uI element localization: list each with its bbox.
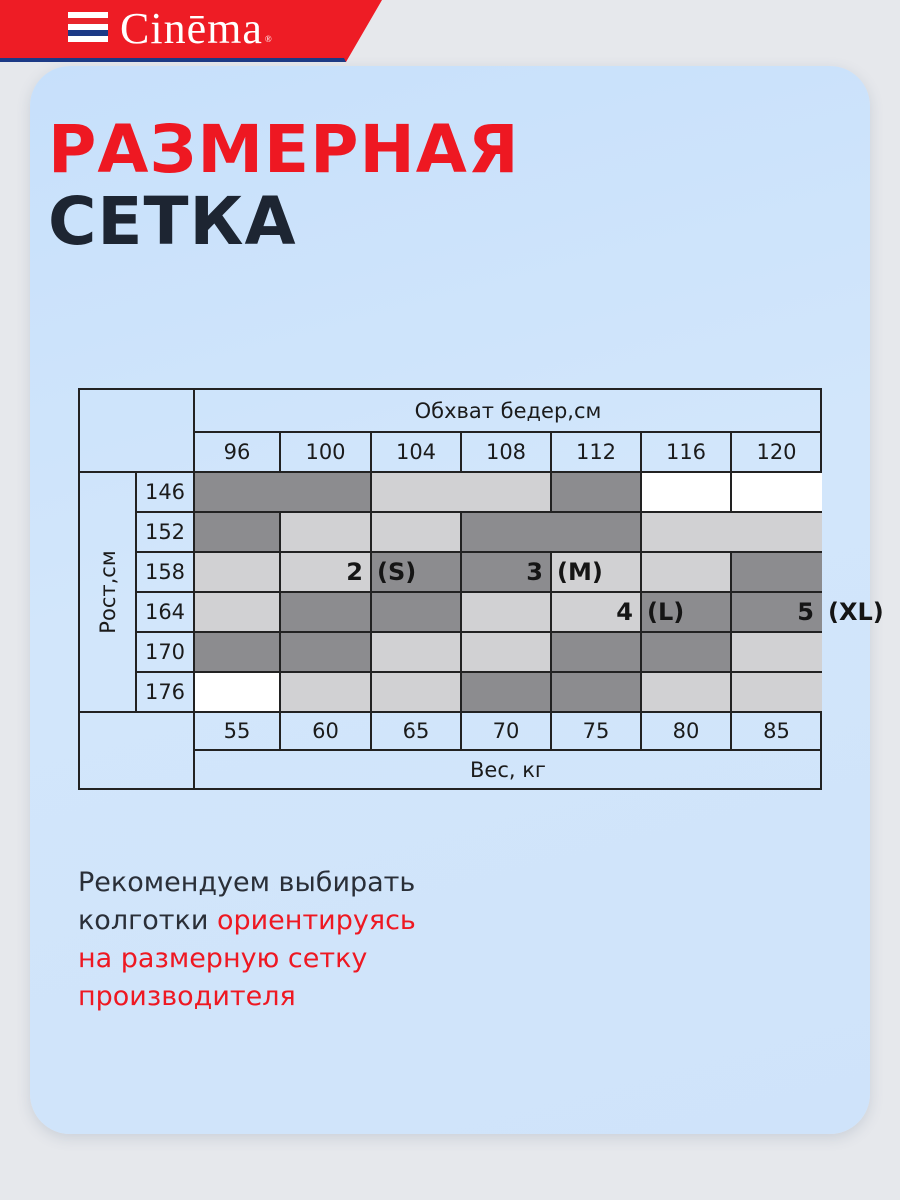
size-cell	[731, 632, 822, 672]
size-cell	[461, 592, 551, 632]
grid-line	[550, 552, 552, 592]
page-title-line1: РАЗМЕРНАЯ	[48, 111, 520, 188]
hip-value: 104	[395, 440, 437, 464]
page-title-line2: СЕТКА	[48, 183, 297, 260]
weight-value: 65	[402, 719, 430, 743]
grid-line	[279, 672, 281, 712]
height-value: 170	[144, 640, 186, 664]
height-value: 164	[144, 600, 186, 624]
grid-line	[730, 472, 732, 512]
note-line2-dark: колготки	[78, 905, 217, 936]
size-code: (XL)	[828, 598, 884, 626]
size-cell	[194, 632, 280, 672]
weight-value: 75	[582, 719, 610, 743]
size-cell	[280, 592, 371, 632]
size-cell	[551, 632, 641, 672]
size-cell	[461, 512, 551, 552]
size-cell	[371, 472, 461, 512]
grid-line	[640, 472, 642, 512]
grid-line	[370, 632, 372, 672]
size-cell	[280, 472, 371, 512]
size-cell	[641, 632, 731, 672]
hip-value: 112	[575, 440, 617, 464]
hip-value: 116	[665, 440, 707, 464]
size-cell	[194, 592, 280, 632]
grid-line	[136, 511, 822, 513]
hip-value: 108	[485, 440, 527, 464]
hip-value: 120	[756, 440, 797, 464]
size-cell	[641, 472, 731, 512]
weight-value: 80	[672, 719, 700, 743]
grid-line	[460, 672, 462, 712]
size-cell	[371, 512, 461, 552]
grid-line	[460, 592, 462, 632]
grid-line	[370, 472, 372, 512]
hip-value: 100	[305, 440, 346, 464]
grid-line	[730, 632, 732, 672]
grid-line	[460, 512, 462, 552]
grid-line	[279, 512, 281, 552]
grid-line	[279, 592, 281, 632]
size-cell	[461, 672, 551, 712]
size-cell	[551, 472, 641, 512]
grid-line	[370, 552, 372, 592]
grid-line	[550, 632, 552, 672]
size-number: 2	[346, 558, 363, 586]
size-cell	[641, 672, 731, 712]
size-cell	[194, 672, 280, 712]
grid-line	[279, 632, 281, 672]
hip-value: 96	[223, 440, 251, 464]
size-number: 5	[797, 598, 814, 626]
size-cell	[731, 512, 822, 552]
brand-name-text: Cinēma	[120, 4, 263, 53]
grid-line	[370, 512, 372, 552]
hip-girth-header: Обхват бедер,см	[414, 399, 602, 423]
size-cell	[371, 632, 461, 672]
grid-line	[640, 512, 642, 552]
grid-line	[370, 592, 372, 632]
note-line3: на размерную сетку	[78, 943, 368, 974]
grid-line	[460, 632, 462, 672]
size-cell	[371, 672, 461, 712]
weight-header: Вес, кг	[470, 758, 546, 782]
size-cell	[194, 472, 280, 512]
grid-line	[550, 672, 552, 712]
weight-value: 85	[763, 719, 790, 743]
weight-value: 55	[223, 719, 251, 743]
note-line4: производителя	[78, 981, 296, 1012]
flag-logo-icon	[68, 12, 108, 42]
brand-header	[0, 0, 900, 62]
grid-line	[550, 472, 552, 512]
recommendation-note	[78, 864, 416, 1016]
size-cell	[461, 632, 551, 672]
height-value: 146	[144, 480, 186, 504]
size-cell	[641, 552, 731, 592]
size-code: (M)	[557, 558, 603, 586]
size-cell	[551, 512, 641, 552]
note-line1: Рекомендуем выбирать	[78, 867, 416, 898]
size-cell	[551, 672, 641, 712]
grid-line	[640, 592, 642, 632]
trademark-symbol: ®	[264, 34, 273, 44]
size-number: 3	[526, 558, 543, 586]
size-code: (S)	[377, 558, 417, 586]
size-cell	[280, 512, 371, 552]
grid-line	[640, 632, 642, 672]
size-cell	[194, 512, 280, 552]
weight-value: 60	[312, 719, 339, 743]
size-cell	[731, 552, 822, 592]
size-cell	[731, 472, 822, 512]
size-cell	[371, 592, 461, 632]
grid-line	[640, 672, 642, 712]
size-cell	[280, 632, 371, 672]
size-code: (L)	[647, 598, 685, 626]
size-cell	[731, 672, 822, 712]
size-cell	[280, 672, 371, 712]
height-value: 152	[144, 520, 186, 544]
size-cell	[194, 552, 280, 592]
brand-logo	[120, 4, 271, 54]
grid-line	[730, 552, 732, 592]
note-line2-red: ориентируясь	[216, 905, 416, 936]
size-chart-table	[78, 388, 884, 790]
weight-value: 70	[492, 719, 520, 743]
size-number: 4	[616, 598, 633, 626]
size-cell	[641, 512, 731, 552]
height-value: 158	[144, 560, 186, 584]
height-value: 176	[144, 680, 186, 704]
grid-line	[136, 671, 822, 673]
size-cell	[461, 472, 551, 512]
grid-line	[370, 672, 372, 712]
height-header: Рост,см	[96, 550, 120, 634]
grid-line	[730, 672, 732, 712]
